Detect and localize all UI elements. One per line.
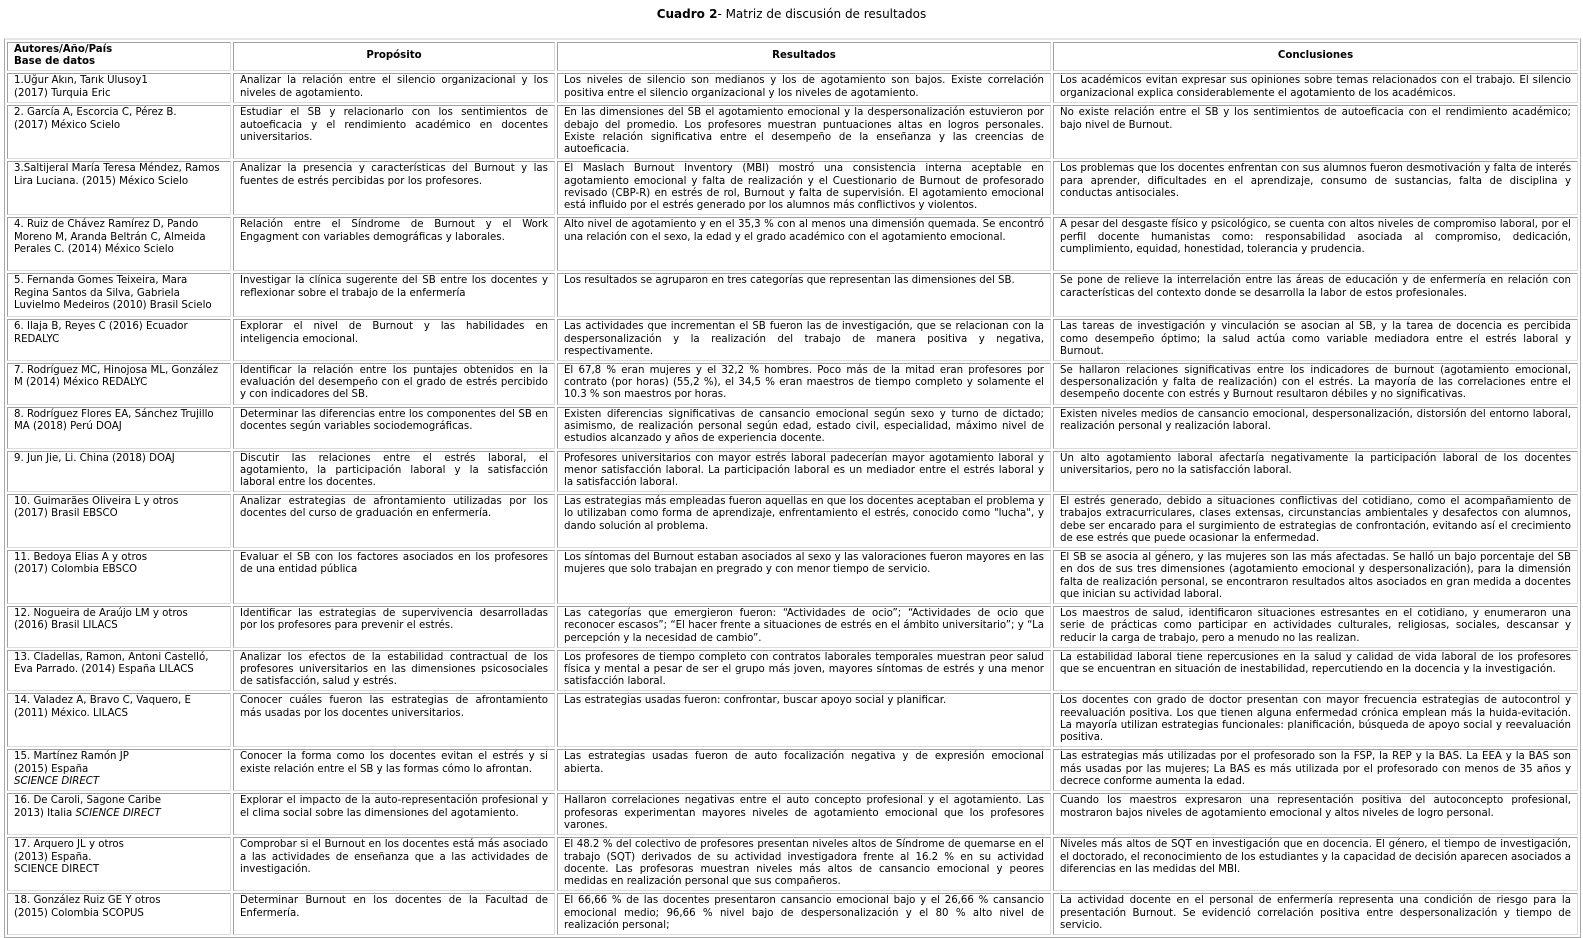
cell-purpose: Identificar la relación entre los puntajes obtenidos en la evaluación del desempeño con el grado de estrés percibido y con indicadores del SB. — [233, 363, 555, 405]
table-caption — [0, 7, 1583, 22]
cell-results: Los profesores de tiempo completo con contratos laborales temporales muestran peor salud física y mental a pesar de ser el grupo más joven, mayores síntomas de estrés y una menor satisfacción laboral. — [557, 650, 1051, 692]
cell-results: Alto nivel de agotamiento y en el 35,3 % con al menos una dimensión quemada. Se encontró una relación con el sexo, la edad y el grado académico con el agotamiento emocional. — [557, 217, 1051, 271]
cell-results: Existen diferencias significativas de cansancio emocional según sexo y turno de dictado; asimismo, de realización personal según edad, estado civil, especialidad, máximo nivel de estudios alcanzado y años de experiencia docente. — [557, 407, 1051, 449]
authors-line: (2016) Brasil LILACS — [14, 620, 118, 632]
cell-conclusions: Se pone de relieve la interrelación entre las áreas de educación y de enfermería en relación con características del contexto donde se desarrolla la labor de estos profesionales. — [1053, 273, 1578, 317]
authors-line: 7. Rodríguez MC, Hinojosa ML, González M (2014) México REDALYC — [14, 365, 219, 389]
header-results: Resultados — [557, 42, 1051, 71]
cell-purpose: Identificar las estrategias de supervivencia desarrolladas por los profesores para prevenir el estrés. — [233, 606, 555, 648]
cell-conclusions: Niveles más altos de SQT en investigación que en docencia. El género, el tiempo de investigación, el doctorado, el reconocimiento de los estudiantes y la capacidad de decisión aparecen asociados a diferencias en las medidas del MBI. — [1053, 837, 1578, 891]
cell-purpose: Evaluar el SB con los factores asociados en los profesores de una entidad pública — [233, 550, 555, 604]
cell-conclusions: El estrés generado, debido a situaciones conflictivas del cotidiano, como el acompañamiento de trabajos extracurriculares, clases extensas, circunstancias ambientales y desafectos con alumnos, debe ser encarado para el surgimiento de estrategias de confrontación, evitando así el crecimiento de ese estrés que puede ocasionar la enfermedad. — [1053, 494, 1578, 548]
cell-authors — [7, 606, 231, 648]
cell-purpose: Explorar el impacto de la auto-representación profesional y el clima social sobre las dimensiones del agotamiento. — [233, 793, 555, 835]
cell-authors — [7, 217, 231, 271]
cell-results: Las estrategias usadas fueron de auto focalización negativa y de expresión emocional abierta. — [557, 749, 1051, 791]
authors-line: 4. Ruiz de Chávez Ramírez D, Pando Moreno M, Aranda Beltrán C, Almeida Perales C. (2014) México Scielo — [14, 219, 206, 255]
table-row — [7, 650, 1578, 692]
authors-line: (2011) México. LILACS — [14, 707, 128, 719]
table-row — [7, 363, 1578, 405]
cell-results: El 48.2 % del colectivo de profesores presentan niveles altos de Síndrome de quemarse en el trabajo (SQT) derivados de su actividad investigadora frente al 16.2 % en su actividad docente. Las profesoras muestran niveles más altos de cansancio emocional y peores medidas en realización personal que sus compañeros. — [557, 837, 1051, 891]
table-row — [7, 319, 1578, 361]
header-authors-line1: Autores/Año/País — [14, 44, 113, 55]
cell-results: Las estrategias más empleadas fueron aquellas en que los docentes aceptaban el problema y lo utilizaban como forma de aprendizaje, enfrentamiento el estrés, conocido como "lucha", y dando solución al problema. — [557, 494, 1051, 548]
database-name: SCIENCE DIRECT — [75, 807, 161, 819]
cell-authors — [7, 73, 231, 103]
authors-line: 14. Valadez A, Bravo C, Vaquero, E — [14, 695, 191, 707]
table-row — [7, 105, 1578, 159]
cell-conclusions: La actividad docente en el personal de enfermería representa una condición de riesgo para la presentación Burnout. Se evidenció correlación positiva entre despersonalización y tiempo de servicio. — [1053, 893, 1578, 935]
results-table — [5, 40, 1580, 937]
cell-results: El Maslach Burnout Inventory (MBI) mostró una consistencia interna aceptable en agotamiento emocional y falta de realización y el Cuestionario de Burnout de profesorado revisado (CBP-R) en estrés de rol, Burnout y falta de supervisión. El agotamiento emocional está influido por el estrés generado por los alumnos más conflictivos y violentos. — [557, 161, 1051, 215]
table-row — [7, 494, 1578, 548]
cell-authors — [7, 837, 231, 891]
caption-text: - Matriz de discusión de resultados — [717, 7, 927, 21]
authors-line: 18. González Ruiz GE Y otros — [14, 895, 161, 907]
table-row — [7, 749, 1578, 791]
results-matrix — [4, 38, 1581, 938]
cell-conclusions: A pesar del desgaste físico y psicológico, se cuenta con altos niveles de compromiso laboral, por el perfil docente humanistas como: responsabilidad asociada al compromiso, dedicación, cumplimiento, equidad, honestidad, tolerancia y prudencia. — [1053, 217, 1578, 271]
table-row — [7, 893, 1578, 935]
table-row — [7, 161, 1578, 215]
cell-authors — [7, 161, 231, 215]
table-body — [7, 73, 1578, 935]
cell-results: El 66,66 % de las docentes presentaron cansancio emocional bajo y el 26,66 % cansancio emocional medio; 96,66 % nivel bajo de despersonalización y el 80 % alto nivel de realización personal; — [557, 893, 1051, 935]
table-row — [7, 606, 1578, 648]
cell-purpose: Explorar el nivel de Burnout y las habilidades en inteligencia emocional. — [233, 319, 555, 361]
cell-purpose: Determinar las diferencias entre los componentes del SB en docentes según variables sociodemográficas. — [233, 407, 555, 449]
cell-authors — [7, 105, 231, 159]
table-row — [7, 793, 1578, 835]
authors-line: 16. De Caroli, Sagone Caribe — [14, 795, 161, 807]
authors-line: 2013) Italia — [14, 807, 76, 819]
cell-purpose: Estudiar el SB y relacionarlo con los sentimientos de autoeficacia y el rendimiento académico en docentes universitarios. — [233, 105, 555, 159]
authors-line: 8. Rodríguez Flores EA, Sánchez Trujillo MA (2018) Perú DOAJ — [14, 409, 214, 433]
table-row — [7, 73, 1578, 103]
database-name: SCIENCE DIRECT — [14, 775, 100, 787]
table-row — [7, 451, 1578, 493]
header-row — [7, 42, 1578, 71]
caption-label: Cuadro 2 — [656, 7, 718, 21]
cell-conclusions: Los maestros de salud, identificaron situaciones estresantes en el cotidiano, y enumeraron una serie de prácticas como participar en actividades culturales, religiosas, sociales, descansar y reducir la carga de trabajo, pero a menudo no las realizan. — [1053, 606, 1578, 648]
cell-authors — [7, 793, 231, 835]
cell-authors — [7, 650, 231, 692]
table-row — [7, 550, 1578, 604]
cell-purpose: Relación entre el Síndrome de Burnout y el Work Engagment con variables demográficas y laborales. — [233, 217, 555, 271]
header-authors — [7, 42, 231, 71]
cell-results: El 67,8 % eran mujeres y el 32,2 % hombres. Poco más de la mitad eran profesores por contrato (por horas) (55,2 %), el 34,5 % eran maestros de tiempo completo y solamente el 10.3 % son maestros por horas. — [557, 363, 1051, 405]
authors-line: (2017) Brasil EBSCO — [14, 508, 118, 520]
cell-authors — [7, 319, 231, 361]
cell-results: Las actividades que incrementan el SB fueron las de investigación, que se relacionan con la despersonalización y la realización del trabajo de manera positiva y negativa, respectivamente. — [557, 319, 1051, 361]
cell-conclusions: Se hallaron relaciones significativas entre los indicadores de burnout (agotamiento emocional, despersonalización y falta de realización) con el estrés. La mayoría de las correlaciones entre el desempeño docente con estrés y Burnout resultaron débiles y no significativas. — [1053, 363, 1578, 405]
cell-conclusions: Existen niveles medios de cansancio emocional, despersonalización, distorsión del entorno laboral, realización personal y realización laboral. — [1053, 407, 1578, 449]
cell-purpose: Analizar la relación entre el silencio organizacional y los niveles de agotamiento. — [233, 73, 555, 103]
table-row — [7, 407, 1578, 449]
authors-line: 17. Arquero JL y otros — [14, 839, 124, 851]
authors-line: 3.Saltijeral María Teresa Méndez, Ramos Lira Luciana. (2015) México Scielo — [14, 163, 220, 187]
cell-authors — [7, 893, 231, 935]
authors-line: 13. Cladellas, Ramon, Antoni Castelló, Eva Parrado. (2014) España LILACS — [14, 651, 209, 676]
authors-line: 15. Martínez Ramón JP — [14, 751, 129, 763]
cell-authors — [7, 273, 231, 317]
header-purpose: Propósito — [233, 42, 555, 71]
cell-purpose: Analizar los efectos de la estabilidad contractual de los profesores universitarios en las dimensiones psicosociales de satisfacción, salud y estrés. — [233, 650, 555, 692]
header-conclusions: Conclusiones — [1053, 42, 1578, 71]
cell-authors — [7, 363, 231, 405]
authors-line: (2017) Turquia Eric — [14, 87, 111, 99]
cell-conclusions: La estabilidad laboral tiene repercusiones en la salud y calidad de vida laboral de los profesores que se encuentran en situación de inestabilidad, repercutiendo en la docencia y la investigación. — [1053, 650, 1578, 692]
authors-line: SCIENCE DIRECT — [14, 863, 100, 875]
cell-conclusions: Cuando los maestros expresaron una representación positiva del autoconcepto profesional, mostraron bajos niveles de agotamiento emocional y altos niveles de logro personal. — [1053, 793, 1578, 835]
authors-line: (2017) Colombia EBSCO — [14, 564, 138, 576]
cell-purpose: Discutir las relaciones entre el estrés laboral, el agotamiento, la participación laboral y la satisfacción laboral entre los docentes. — [233, 451, 555, 493]
cell-conclusions: Los problemas que los docentes enfrentan con sus alumnos fueron desmotivación y falta de interés para aprender, dificultades en el aprendizaje, consumo de sustancias, falta de disciplina y conductas antisociales. — [1053, 161, 1578, 215]
table-row — [7, 217, 1578, 271]
cell-purpose: Investigar la clínica sugerente del SB entre los docentes y reflexionar sobre el trabajo de la enfermería — [233, 273, 555, 317]
cell-authors — [7, 494, 231, 548]
authors-line: (2013) España. — [14, 851, 92, 863]
cell-conclusions: Los académicos evitan expresar sus opiniones sobre temas relacionados con el trabajo. El silencio organizacional explica considerablemente el agotamiento de los académicos. — [1053, 73, 1578, 103]
cell-conclusions: Un alto agotamiento laboral afectaría negativamente la participación laboral de los docentes universitarios, pero no la satisfacción laboral. — [1053, 451, 1578, 493]
cell-results: Los resultados se agruparon en tres categorías que representan las dimensiones del SB. — [557, 273, 1051, 317]
cell-authors — [7, 451, 231, 493]
cell-conclusions: Las estrategias más utilizadas por el profesorado son la FSP, la REP y la BAS. La EEA y la BAS son más usadas por las mujeres; La BAS es más utilizada por el profesorado con menos de 35 años y decrece conforme aumenta la edad. — [1053, 749, 1578, 791]
cell-purpose: Conocer cuáles fueron las estrategias de afrontamiento más usadas por los docentes universitarios. — [233, 693, 555, 747]
cell-authors — [7, 693, 231, 747]
cell-results: Profesores universitarios con mayor estrés laboral padecerían mayor agotamiento laboral y menor satisfacción laboral. La participación laboral es un mediador entre el estrés laboral y la satisfacción laboral. — [557, 451, 1051, 493]
authors-line: (2017) México Scielo — [14, 119, 121, 131]
cell-results: Hallaron correlaciones negativas entre el auto concepto profesional y el agotamiento. Las profesoras experimentan mayores niveles de agotamiento emocional que los profesores varones. — [557, 793, 1051, 835]
cell-results: Los niveles de silencio son medianos y los de agotamiento son bajos. Existe correlación positiva entre el silencio organizacional y los niveles de agotamiento. — [557, 73, 1051, 103]
authors-line: 10. Guimarães Oliveira L y otros — [14, 496, 179, 508]
cell-purpose: Comprobar si el Burnout en los docentes está más asociado a las actividades de enseñanza que a las actividades de investigación. — [233, 837, 555, 891]
cell-results: En las dimensiones del SB el agotamiento emocional y la despersonalización estuvieron por debajo del promedio. Los profesores muestran puntuaciones altas en logros personales. Existe relación significativa entre el desempeño de la enseñanza y las creencias de autoeficacia. — [557, 105, 1051, 159]
cell-conclusions: El SB se asocia al género, y las mujeres son las más afectadas. Se halló un bajo porcentaje del SB en dos de sus tres dimensiones (agotamiento emocional y despersonalización), para la dimensión falta de realización personal, se encontraron resultados altos asociados en gran medida a docentes que inician su actividad laboral. — [1053, 550, 1578, 604]
authors-line: (2015) Colombia SCOPUS — [14, 907, 144, 919]
cell-authors — [7, 550, 231, 604]
header-authors-line2: Base de datos — [14, 56, 96, 68]
cell-purpose: Determinar Burnout en los docentes de la Facultad de Enfermería. — [233, 893, 555, 935]
cell-purpose: Analizar la presencia y características del Burnout y las fuentes de estrés percibidas por los profesores. — [233, 161, 555, 215]
cell-conclusions: Las tareas de investigación y vinculación se asocian al SB, y la tarea de docencia es percibida como desempeño óptimo; la salud actúa como variable mediadora entre el estrés laboral y Burnout. — [1053, 319, 1578, 361]
cell-results: Las estrategias usadas fueron: confrontar, buscar apoyo social y planificar. — [557, 693, 1051, 747]
cell-results: Los síntomas del Burnout estaban asociados al sexo y las valoraciones fueron mayores en las mujeres que solo trabajan en pregrado y con menor tiempo de servicio. — [557, 550, 1051, 604]
cell-conclusions: No existe relación entre el SB y los sentimientos de autoeficacia con el rendimiento académico; bajo nivel de Burnout. — [1053, 105, 1578, 159]
authors-line: 9. Jun Jie, Li. China (2018) DOAJ — [14, 452, 175, 464]
authors-line: 1.Uğur Akın, Tarık Ulusoy1 — [14, 75, 148, 87]
cell-authors — [7, 407, 231, 449]
cell-purpose: Conocer la forma como los docentes evitan el estrés y si existe relación entre el SB y las formas cómo lo afrontan. — [233, 749, 555, 791]
table-row — [7, 273, 1578, 317]
authors-line: 2. García A, Escorcia C, Pérez B. — [14, 107, 177, 119]
authors-line: 11. Bedoya Elias A y otros — [14, 552, 147, 564]
authors-line: 6. Ilaja B, Reyes C (2016) Ecuador REDALYC — [14, 321, 188, 345]
authors-line: (2015) España — [14, 763, 89, 775]
cell-results: Las categorías que emergieron fueron: “Actividades de ocio”; “Actividades de ocio que reconocer escasos”; “El hacer frente a situaciones de estrés en el ámbito universitario”; y “La percepción y la necesidad de cambio”. — [557, 606, 1051, 648]
cell-authors — [7, 749, 231, 791]
cell-conclusions: Los docentes con grado de doctor presentan con mayor frecuencia estrategias de autocontrol y reevaluación positiva. Los que tienen alguna enfermedad crónica emplean más la huida-evitación. La mayoría utilizan estrategias funcionales: planificación, búsqueda de apoyo social y reevaluación positiva. — [1053, 693, 1578, 747]
table-row — [7, 693, 1578, 747]
authors-line: 12. Nogueira de Araújo LM y otros — [14, 608, 188, 620]
cell-purpose: Analizar estrategias de afrontamiento utilizadas por los docentes del curso de graduación en enfermería. — [233, 494, 555, 548]
authors-line: 5. Fernanda Gomes Teixeira, Mara Regina Santos da Silva, Gabriela Luvielmo Medeiros (2010) Brasil Scielo — [14, 275, 212, 311]
table-row — [7, 837, 1578, 891]
